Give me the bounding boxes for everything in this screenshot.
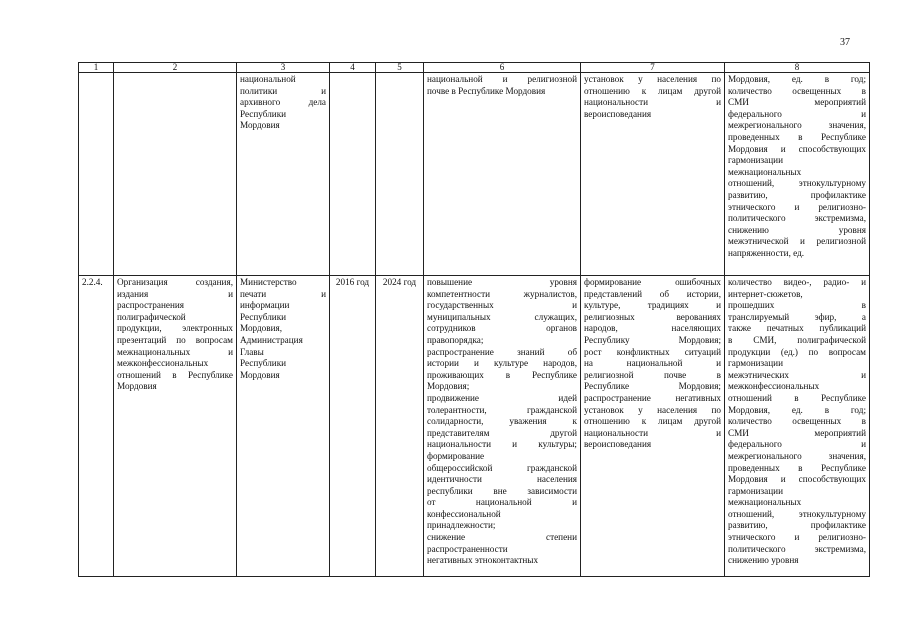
cell-text-line: прошедших в xyxy=(728,300,866,311)
column-number: 6 xyxy=(424,63,581,73)
cell-text-line: национальной xyxy=(240,74,296,84)
cell-text-line: количество освещенных в xyxy=(728,416,866,427)
item-number-cell xyxy=(79,73,114,276)
column-number: 4 xyxy=(330,63,376,73)
column-number: 2 xyxy=(114,63,237,73)
cell-text-line: интернет-сюжетов, xyxy=(728,288,803,299)
cell-text-line: формирование xyxy=(427,450,485,461)
cell-text-line: рост конфликтных ситуаций xyxy=(584,346,721,357)
cell-text-line: отношению к лицам другой xyxy=(584,416,721,427)
cell-text-line: развитию, профилактике xyxy=(728,189,866,200)
cell-text-line: установок у населения по xyxy=(584,74,721,84)
cell-text-line: правопорядка; xyxy=(427,334,484,345)
cell-text-line: сотрудников органов xyxy=(427,323,577,334)
start-year-cell xyxy=(330,73,376,276)
cell-text-line: на национальной и xyxy=(584,358,721,369)
table-row-2-2-4 xyxy=(79,276,870,577)
cell-text-line: муниципальных служащих, xyxy=(427,311,577,322)
cell-text-line: Республики xyxy=(240,311,287,322)
consequences-cell xyxy=(581,276,725,577)
cell-text-line: государственных и xyxy=(427,300,577,311)
cell-text-line: формирование ошибочных xyxy=(584,277,721,287)
cell-text-line: Мордовия xyxy=(240,369,280,380)
cell-text-line: религиозной почве в xyxy=(584,369,721,380)
cell-text-line: Республику Мордовия; xyxy=(584,334,721,345)
cell-text-line: проведенных в Республике xyxy=(728,462,866,473)
cell-text-line: полиграфической xyxy=(117,311,186,322)
consequences-cell xyxy=(581,73,725,276)
cell-text-line: печати и xyxy=(240,288,326,299)
cell-text-line: установок у населения по xyxy=(584,404,721,415)
cell-text-line: количество освещенных в xyxy=(728,85,866,96)
cell-text-line: продукции (ед.) по вопросам xyxy=(728,346,866,357)
cell-text-line: межнациональных и xyxy=(117,346,233,357)
cell-text-line: этнического и религиозно- xyxy=(728,201,866,212)
cell-text-line: отношений в Республике xyxy=(117,369,233,380)
cell-text-line: вероисповедания xyxy=(584,439,652,450)
cell-text-line: также печатных публикаций xyxy=(728,323,866,334)
indicators-cell xyxy=(725,276,870,577)
cell-text-line: религиозных верованиях xyxy=(584,311,721,322)
cell-text-line: культуре, традициях и xyxy=(584,300,721,311)
cell-text-line: Организация создания, xyxy=(117,277,233,287)
end-year-cell: 2024 год xyxy=(376,276,424,577)
cell-text-line: количество видео-, радио- и xyxy=(728,277,866,287)
cell-text-line: отношений в Республике xyxy=(728,392,866,403)
cell-text-line: межрегионального значения, xyxy=(728,450,866,461)
expected-result-cell xyxy=(424,73,581,276)
cell-text-line: распространение негативных xyxy=(584,392,721,403)
column-number: 8 xyxy=(725,63,870,73)
cell-text-line: повышение уровня xyxy=(427,277,577,287)
cell-text-line: презентаций по вопросам xyxy=(117,334,233,345)
cell-text-line: национальности и культуры; xyxy=(427,439,577,450)
column-number: 3 xyxy=(237,63,330,73)
cell-text-line: межэтнических и xyxy=(728,369,866,380)
cell-text-line: национальности и xyxy=(584,97,721,108)
cell-text-line: солидарности, уважения к xyxy=(427,416,577,427)
cell-text-line: принадлежности; xyxy=(427,520,496,531)
cell-text-line: снижение степени xyxy=(427,532,577,543)
cell-text-line: Республики xyxy=(240,358,287,369)
cell-text-line: распространенности xyxy=(427,543,508,554)
column-number: 5 xyxy=(376,63,424,73)
start-year-cell: 2016 год xyxy=(330,276,376,577)
cell-text-line: распространения xyxy=(117,300,185,311)
cell-text-line: продукции, электронных xyxy=(117,323,233,334)
cell-text-line: Мордовия xyxy=(117,381,157,392)
column-number-row xyxy=(79,63,870,73)
cell-text-line: Мордовия, ед. в год; xyxy=(728,404,866,415)
end-year-cell xyxy=(376,73,424,276)
indicators-cell xyxy=(725,73,870,276)
cell-text-line: межэтнической и религиозной xyxy=(728,236,866,247)
cell-text-line: издания и xyxy=(117,288,233,299)
cell-text-line: информации xyxy=(240,300,290,311)
expected-result-cell xyxy=(424,276,581,577)
cell-text-line: межнациональных xyxy=(728,166,802,177)
cell-text-line: гармонизации xyxy=(728,358,783,369)
cell-text-line: отношению к лицам другой xyxy=(584,85,721,96)
program-table xyxy=(78,62,870,577)
cell-text-line: национальной и религиозной xyxy=(427,74,577,84)
cell-text-line: отношений, этнокультурному xyxy=(728,178,866,189)
cell-text-line: национальности и xyxy=(584,427,721,438)
cell-text-line: Министерство xyxy=(240,277,297,287)
cell-text-line: Мордовия и способствующих xyxy=(728,474,866,485)
cell-text-line: проживающих в Республике xyxy=(427,369,577,380)
cell-text-line: СМИ мероприятий xyxy=(728,97,866,108)
cell-text-line: почве в Республике Мордовия xyxy=(427,85,546,96)
cell-text-line: конфессиональной xyxy=(427,508,501,519)
cell-text-line: Республики xyxy=(240,108,287,119)
cell-text-line: проведенных в Республике xyxy=(728,131,866,142)
cell-text-line: межнациональных xyxy=(728,497,802,508)
column-number: 1 xyxy=(79,63,114,73)
cell-text-line: Мордовия и способствующих xyxy=(728,143,866,154)
activity-name-cell xyxy=(114,73,237,276)
cell-text-line: архивного дела xyxy=(240,97,326,108)
cell-text-line: Администрация xyxy=(240,334,303,345)
cell-text-line: СМИ мероприятий xyxy=(728,427,866,438)
cell-text-line: федерального и xyxy=(728,108,866,119)
cell-text-line: отношений, этнокультурному xyxy=(728,508,866,519)
cell-text-line: политического экстремизма, xyxy=(728,213,866,224)
cell-text-line: развитию, профилактике xyxy=(728,520,866,531)
cell-text-line: народов, населяющих xyxy=(584,323,721,334)
table-row-continued xyxy=(79,73,870,276)
cell-text-line: Главы xyxy=(240,346,264,357)
executor-cell xyxy=(237,73,330,276)
cell-text-line: республики вне зависимости xyxy=(427,485,577,496)
cell-text-line: политики и xyxy=(240,85,326,96)
cell-text-line: распространение знаний об xyxy=(427,346,577,357)
cell-text-line: представителям другой xyxy=(427,427,577,438)
cell-text-line: снижению уровня xyxy=(728,224,866,235)
page-number: 37 xyxy=(840,37,850,48)
cell-text-line: представлений об истории, xyxy=(584,288,721,299)
cell-text-line: истории и культуре народов, xyxy=(427,358,577,369)
cell-text-line: Республике Мордовия; xyxy=(584,381,721,392)
cell-text-line: напряженности, ед. xyxy=(728,247,805,258)
cell-text-line: вероисповедания xyxy=(584,108,652,119)
cell-text-line: Мордовия, ед. в год; xyxy=(728,74,866,84)
cell-text-line: от национальной и xyxy=(427,497,577,508)
cell-text-line: гармонизации xyxy=(728,485,783,496)
cell-text-line: этнического и религиозно- xyxy=(728,532,866,543)
cell-text-line: федерального и xyxy=(728,439,866,450)
activity-name-cell xyxy=(114,276,237,577)
cell-text-line: идентичности населения xyxy=(427,474,577,485)
cell-text-line: снижению уровня xyxy=(728,555,799,566)
cell-text-line: толерантности, гражданской xyxy=(427,404,577,415)
item-number-cell: 2.2.4. xyxy=(79,276,114,577)
cell-text-line: в СМИ, полиграфической xyxy=(728,334,866,345)
cell-text-line: политического экстремизма, xyxy=(728,543,866,554)
cell-text-line: Мордовия xyxy=(240,120,280,131)
executor-cell xyxy=(237,276,330,577)
cell-text-line: общероссийской гражданской xyxy=(427,462,577,473)
column-number: 7 xyxy=(581,63,725,73)
cell-text-line: продвижение идей xyxy=(427,392,577,403)
cell-text-line: негативных этноконтактных xyxy=(427,555,539,566)
cell-text-line: транслируемый эфир, а xyxy=(728,311,866,322)
cell-text-line: Мордовия; xyxy=(427,381,470,392)
cell-text-line: межрегионального значения, xyxy=(728,120,866,131)
cell-text-line: компетентности журналистов, xyxy=(427,288,577,299)
cell-text-line: межконфессиональных xyxy=(117,358,209,369)
cell-text-line: Мордовия, xyxy=(240,323,283,334)
cell-text-line: гармонизации xyxy=(728,155,783,166)
cell-text-line: межконфессиональных xyxy=(728,381,820,392)
